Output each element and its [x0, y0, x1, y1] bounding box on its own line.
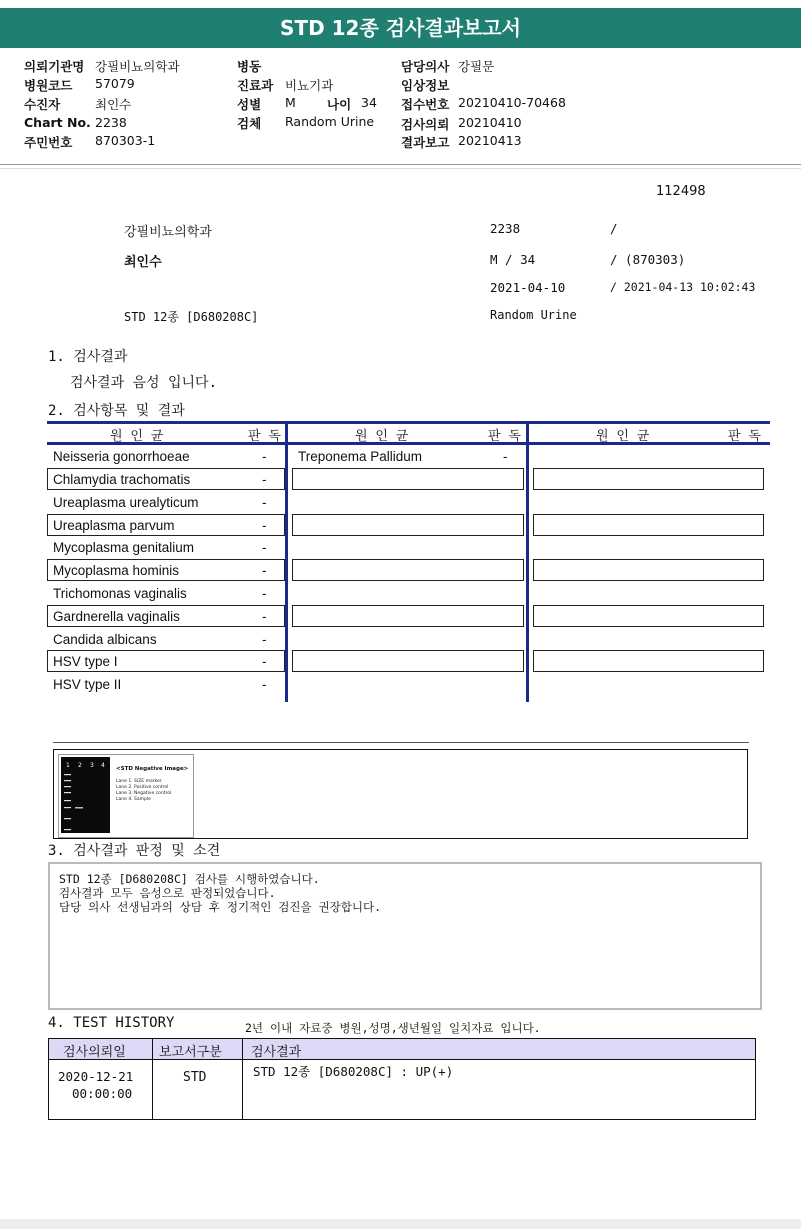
section4-title: 4. TEST HISTORY — [48, 1015, 175, 1031]
pathogen-name: Ureaplasma parvum — [53, 518, 175, 533]
report-id: 112498 — [656, 184, 706, 199]
history-header-rule — [48, 1059, 756, 1060]
gel-lane-label: 2 — [78, 762, 82, 769]
pathogen-result: - — [262, 632, 267, 647]
opinion-box — [48, 862, 762, 1010]
label-resident-no: 주민번호 — [24, 135, 73, 150]
table-col-divider-2 — [526, 421, 529, 702]
gel-image-frame — [58, 754, 194, 838]
label-institution: 의뢰기관명 — [24, 59, 85, 74]
value-department: 비뇨기과 — [285, 78, 334, 93]
value-resident-no: 870303-1 — [95, 133, 156, 148]
pathogen-result: - — [262, 518, 267, 533]
pathogen-name: Mycoplasma hominis — [53, 563, 180, 578]
info-clinic: 강필비뇨의학과 — [124, 225, 212, 240]
gel-band — [64, 774, 71, 775]
label-request-date: 검사의뢰 — [401, 117, 450, 132]
gel-top-rule — [53, 742, 749, 743]
gel-image — [59, 755, 193, 837]
section2-title: 2. 검사항목 및 결과 — [48, 403, 185, 419]
history-time: 00:00:00 — [72, 1086, 133, 1101]
row-box — [292, 559, 524, 581]
pathogen-result: - — [262, 563, 267, 578]
info-test-name: STD 12종 [D680208C] — [124, 310, 259, 324]
opinion-line: STD 12종 [D680208C] 검사를 시행하였습니다. — [59, 872, 320, 886]
table-col-divider-1 — [285, 421, 288, 702]
header-divider — [0, 164, 801, 165]
gel-lane-label: 1 — [66, 762, 70, 769]
gel-lane-label: 4 — [101, 762, 105, 769]
opinion-text — [59, 872, 381, 914]
label-chart-no: Chart No. — [24, 115, 91, 130]
row-box — [292, 514, 524, 536]
section1-title: 1. 검사결과 — [48, 349, 128, 365]
pathogen-result: - — [503, 449, 508, 464]
gel-caption: Lane 1. SIZE marker — [116, 779, 162, 784]
section1-text: 검사결과 음성 입니다. — [70, 375, 218, 391]
table-top-rule — [47, 421, 770, 424]
gel-band — [75, 807, 83, 809]
gel-band — [64, 829, 71, 830]
history-th-type: 보고서구분 — [159, 1045, 222, 1060]
label-department: 진료과 — [237, 78, 274, 93]
gel-caption: Lane 2. Positive control — [116, 785, 169, 790]
label-report-date: 결과보고 — [401, 135, 450, 150]
gel-caption: Lane 4. Sample — [116, 797, 151, 802]
history-col-divider — [152, 1038, 153, 1120]
pathogen-name: Trichomonas vaginalis — [53, 586, 187, 601]
history-type: STD — [183, 1070, 207, 1085]
pathogen-result: - — [262, 495, 267, 510]
row-box — [533, 468, 764, 490]
value-hospital-code: 57079 — [95, 76, 135, 91]
row-box — [533, 650, 764, 672]
pathogen-name: Mycoplasma genitalium — [53, 540, 195, 555]
value-age: 34 — [361, 95, 377, 110]
info-chart: 2238 — [490, 221, 521, 236]
row-box — [292, 605, 524, 627]
th-result-2: 판 독 — [488, 429, 521, 444]
label-ward: 병동 — [237, 59, 262, 74]
gel-band — [64, 786, 71, 787]
pathogen-name: Gardnerella vaginalis — [53, 609, 180, 624]
value-reception-no: 20210410-70468 — [458, 95, 566, 110]
gel-lane-label: 3 — [90, 762, 94, 769]
history-note: 2년 이내 자료중 병원,성명,생년월일 일치자료 입니다. — [245, 1021, 541, 1035]
gel-caption-title: <STD Negative Image> — [116, 766, 189, 772]
value-specimen: Random Urine — [285, 114, 375, 129]
pathogen-name: Treponema Pallidum — [298, 449, 423, 464]
label-clinical-info: 임상정보 — [401, 78, 450, 93]
gel-band — [64, 792, 71, 793]
value-sex: M — [285, 95, 296, 110]
label-hospital-code: 병원코드 — [24, 78, 73, 93]
history-col-divider — [242, 1038, 243, 1120]
value-request-date: 20210410 — [458, 115, 522, 130]
th-result-3: 판 독 — [728, 429, 761, 444]
label-sex: 성별 — [237, 97, 262, 112]
gel-band — [64, 807, 71, 808]
pathogen-result: - — [262, 449, 267, 464]
row-box — [533, 605, 764, 627]
pathogen-result: - — [262, 677, 267, 692]
th-pathogen-2: 원 인 균 — [355, 429, 409, 444]
info-patient: 최인수 — [124, 255, 162, 270]
pathogen-name: Candida albicans — [53, 632, 157, 647]
info-specimen: Random Urine — [490, 308, 577, 322]
gel-band — [64, 780, 71, 781]
pathogen-name: Neisseria gonorrhoeae — [53, 449, 190, 464]
pathogen-result: - — [262, 472, 267, 487]
pathogen-name: Ureaplasma urealyticum — [53, 495, 199, 510]
label-age: 나이 — [327, 97, 352, 112]
history-th-date: 검사의뢰일 — [63, 1045, 126, 1060]
pathogen-result: - — [262, 654, 267, 669]
footer-strip — [0, 1219, 801, 1229]
opinion-line: 검사결과 모두 음성으로 판정되었습니다. — [59, 886, 276, 900]
pathogen-result: - — [262, 540, 267, 555]
info-birth: / (870303) — [610, 252, 686, 267]
row-box — [292, 650, 524, 672]
row-box — [533, 559, 764, 581]
pathogen-name: HSV type I — [53, 654, 118, 669]
gel-band — [64, 800, 71, 801]
row-box — [292, 468, 524, 490]
gel-panel — [53, 749, 748, 839]
pathogen-name: Chlamydia trachomatis — [53, 472, 191, 487]
header-divider-2 — [0, 168, 801, 169]
pathogen-result: - — [262, 609, 267, 624]
value-report-date: 20210413 — [458, 133, 522, 148]
history-th-result: 검사결과 — [251, 1045, 302, 1060]
th-pathogen-3: 원 인 균 — [596, 429, 650, 444]
info-slash: / — [610, 221, 618, 236]
row-box — [533, 514, 764, 536]
label-patient: 수진자 — [24, 97, 61, 112]
label-specimen: 검체 — [237, 116, 262, 131]
th-result-1: 판 독 — [248, 429, 281, 444]
value-chart-no: 2238 — [95, 115, 127, 130]
history-result: STD 12종 [D680208C] : UP(+) — [253, 1064, 454, 1079]
section3-title: 3. 검사결과 판정 및 소견 — [48, 843, 221, 859]
th-pathogen-1: 원 인 균 — [110, 429, 164, 444]
gel-band — [64, 818, 71, 819]
value-institution: 강필비뇨의학과 — [95, 59, 180, 74]
gel-caption: Lane 3. Negative control — [116, 791, 172, 796]
pathogen-name: HSV type II — [53, 677, 122, 692]
info-request-date: 2021-04-10 — [490, 280, 566, 295]
report-title: STD 12종 검사결과보고서 — [0, 8, 801, 48]
value-doctor: 강필문 — [458, 59, 495, 74]
history-date: 2020-12-21 — [58, 1069, 134, 1084]
label-doctor: 담당의사 — [401, 59, 450, 74]
label-reception-no: 접수번호 — [401, 97, 450, 112]
pathogen-result: - — [262, 586, 267, 601]
value-patient: 최인수 — [95, 97, 132, 112]
info-report-datetime: / 2021-04-13 10:02:43 — [610, 280, 756, 294]
opinion-line: 담당 의사 선생님과의 상담 후 정기적인 검진을 권장합니다. — [59, 900, 382, 914]
info-sex-age: M / 34 — [490, 252, 536, 267]
